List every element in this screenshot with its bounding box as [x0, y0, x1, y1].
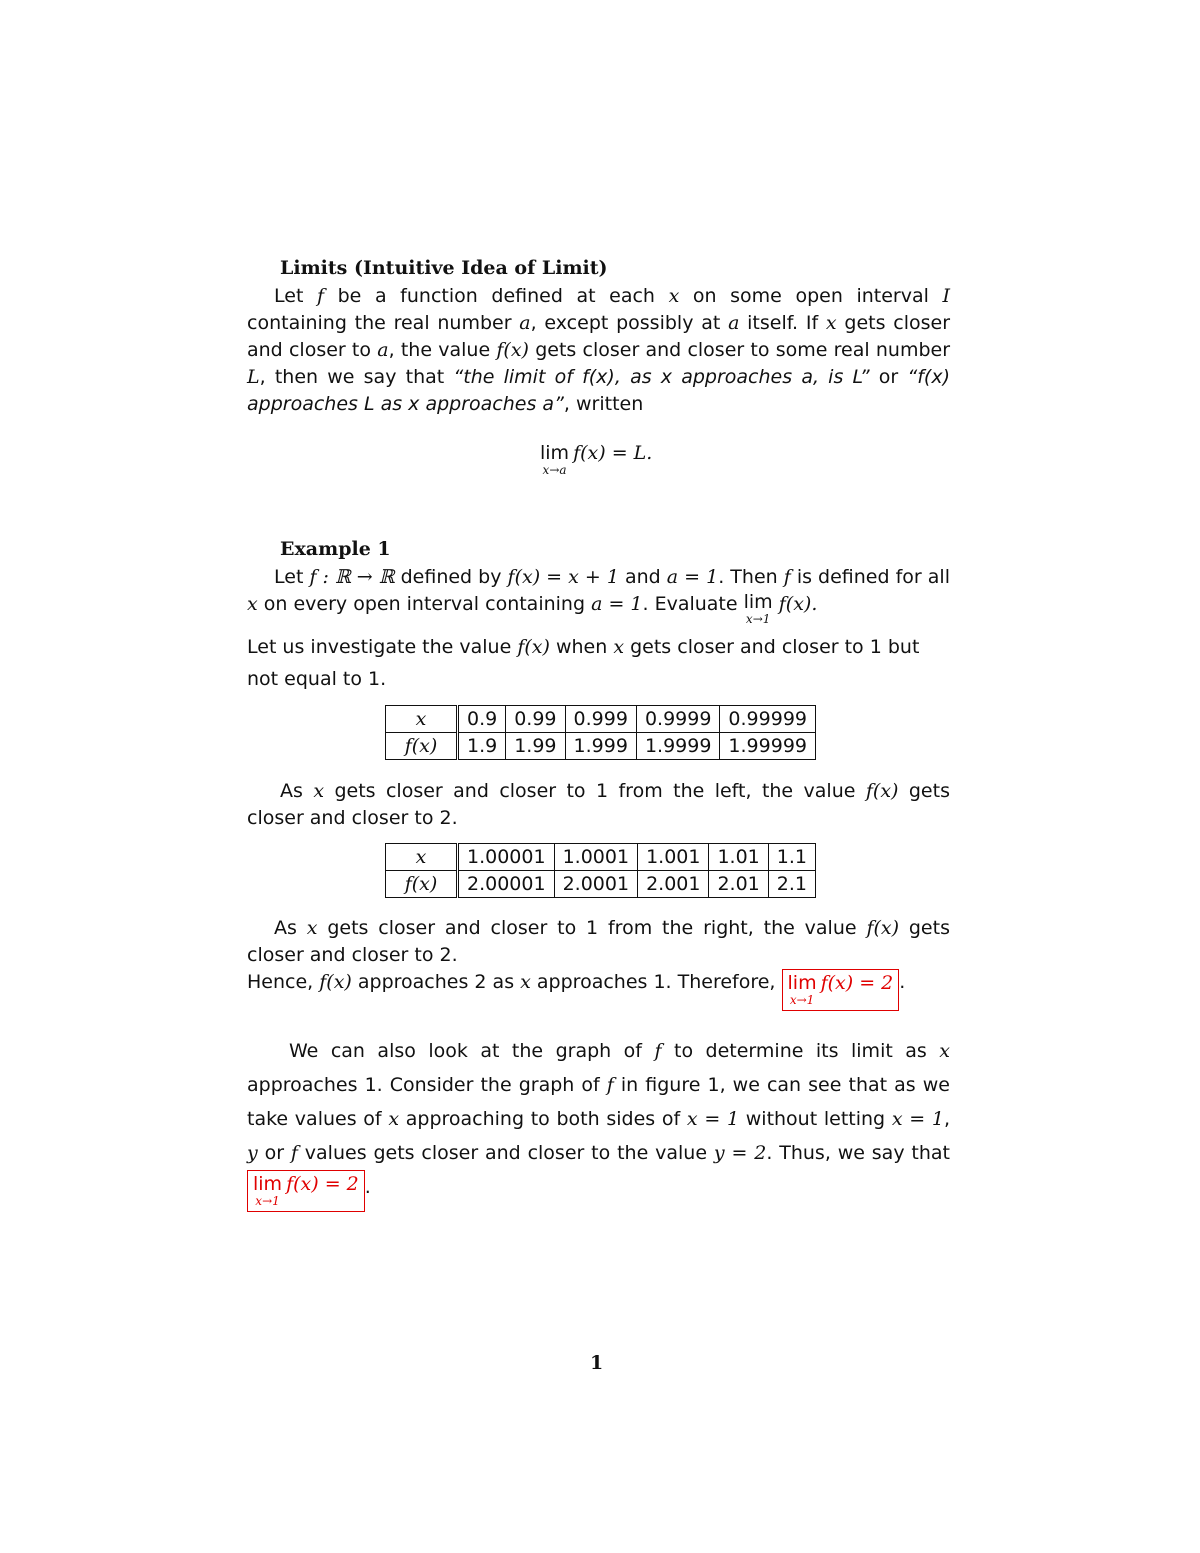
- right-approach-table: [385, 843, 816, 898]
- left-conclusion: As x gets closer and closer to 1 from the left, the value f(x) gets closer and closer to 2.: [247, 780, 950, 829]
- graph-paragraph: We can also look at the graph of f to determine its limit as x approaches 1. Consider the graph of f in figure 1, we can see that as we take values of x approaching to both sides of x = 1 without letting x = 1, y or f values gets closer and closer to the value y = 2. Thus, we say that lim x→1 f(x) = 2 .: [247, 1034, 950, 1212]
- example-paragraph: Let f : ℝ → ℝ defined by f(x) = x + 1 and a = 1. Then f is defined for all x on every open interval containing a = 1. Evaluate lim x→1 f(x).: [247, 566, 950, 626]
- table-row: x 0.9 0.99 0.999 0.9999 0.99999: [386, 706, 816, 733]
- example-heading: Example 1: [280, 538, 391, 560]
- boxed-limit-result-graph: lim x→1 f(x) = 2: [247, 1170, 365, 1212]
- section-title: Limits (Intuitive Idea of Limit): [280, 257, 608, 279]
- limit-definition-formula: lim x→a f(x) = L.: [540, 442, 653, 477]
- investigate-paragraph: Let us investigate the value f(x) when x gets closer and closer to 1 but not equal to 1.: [247, 636, 920, 690]
- page-number: 1: [590, 1352, 604, 1374]
- therefore-line: Hence, f(x) approaches 2 as x approaches 1. Therefore, lim x→1 f(x) = 2 .: [247, 969, 950, 1011]
- table-row: f(x) 1.9 1.99 1.999 1.9999 1.99999: [386, 733, 816, 760]
- boxed-limit-result: lim x→1 f(x) = 2: [782, 969, 900, 1011]
- table-row: f(x) 2.00001 2.0001 2.001 2.01 2.1: [386, 871, 816, 898]
- left-approach-table: [385, 705, 816, 760]
- definition-paragraph: Let f be a function defined at each x on some open interval I containing the real number a, except possibly at a itself. If x gets closer and closer to a, the value f(x) gets closer and closer to some real number L, then we say that “the limit of f(x), as x approaches a, is L” or “f(x) approaches L as x approaches a”, written: [247, 285, 951, 415]
- table-row: x 1.00001 1.0001 1.001 1.01 1.1: [386, 844, 816, 871]
- right-conclusion: As x gets closer and closer to 1 from the right, the value f(x) gets closer and closer to 2.: [247, 917, 950, 966]
